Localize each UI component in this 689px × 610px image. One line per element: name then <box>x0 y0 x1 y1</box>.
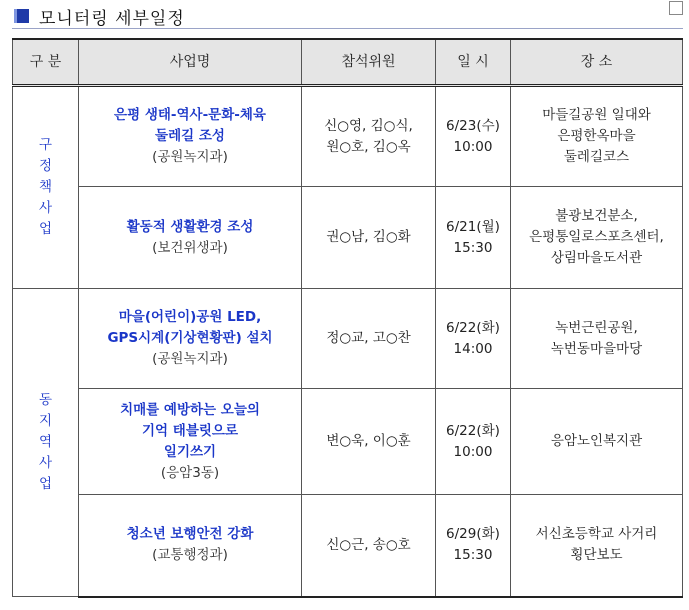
project-department: (보건위생과) <box>152 239 228 256</box>
header-category: 구 분 <box>13 39 79 86</box>
date: 6/21(월) <box>446 218 500 235</box>
place-cell: 서신초등학교 사거리 횡단보도 <box>511 495 683 597</box>
table-row <box>13 187 683 289</box>
category-cell-district-policy: 구 정 책 사 업 <box>13 86 79 289</box>
datetime-cell <box>436 289 511 389</box>
project-cell <box>79 289 302 389</box>
page-title: 모니터링 세부일정 <box>39 8 185 29</box>
time: 15:30 <box>453 547 493 564</box>
header-attendees: 참석위원 <box>302 39 436 86</box>
datetime-cell <box>436 86 511 187</box>
datetime-cell <box>436 389 511 495</box>
attendees-cell: 권○남, 김○화 <box>302 187 436 289</box>
project-name: 청소년 보행안전 강화 <box>126 526 254 543</box>
title-bar <box>14 4 185 28</box>
date: 6/22(화) <box>446 319 500 336</box>
project-name: 치매를 예방하는 오늘의 <box>120 401 260 418</box>
title-divider <box>12 28 683 29</box>
category-cell-neighborhood: 동 지 역 사 업 <box>13 289 79 597</box>
time: 10:00 <box>453 138 493 155</box>
datetime-cell <box>436 187 511 289</box>
table-row <box>13 86 683 187</box>
date: 6/29(화) <box>446 526 500 543</box>
project-name: 활동적 생활환경 조성 <box>126 218 254 235</box>
place-cell: 마들길공원 일대와 은평한옥마을 둘레길코스 <box>511 86 683 187</box>
date: 6/23(수) <box>446 117 500 134</box>
attendees-cell: 변○욱, 이○훈 <box>302 389 436 495</box>
project-cell <box>79 495 302 597</box>
attendees-cell: 신○영, 김○식, 원○호, 김○옥 <box>302 86 436 187</box>
table-row <box>13 495 683 597</box>
header-project: 사업명 <box>79 39 302 86</box>
table-row <box>13 389 683 495</box>
time: 10:00 <box>453 443 493 460</box>
project-department: (공원녹지과) <box>152 351 228 367</box>
attendees-cell: 정○교, 고○찬 <box>302 289 436 389</box>
project-name: 은평 생태-역사-문화-체육 <box>114 107 266 123</box>
project-cell <box>79 187 302 289</box>
attendees-cell: 신○근, 송○호 <box>302 495 436 597</box>
place-cell: 응암노인복지관 <box>511 389 683 495</box>
project-name: 마을(어린이)공원 LED, <box>118 309 262 325</box>
datetime-cell <box>436 495 511 597</box>
table-row <box>13 289 683 389</box>
date: 6/22(화) <box>446 422 500 439</box>
header-datetime: 일 시 <box>436 39 511 86</box>
schedule-table <box>12 38 683 598</box>
project-department: (교통행정과) <box>152 547 228 564</box>
project-name: 둘레길 조성 <box>155 128 225 144</box>
square-bullet-icon <box>14 9 29 23</box>
project-cell <box>79 389 302 495</box>
corner-box <box>669 1 683 15</box>
header-place: 장 소 <box>511 39 683 86</box>
place-cell: 녹번근린공원, 녹번동마을마당 <box>511 289 683 389</box>
header-row <box>13 39 683 86</box>
place-cell: 불광보건분소, 은평통일로스포츠센터, 상림마을도서관 <box>511 187 683 289</box>
project-department: (응암3동) <box>160 464 220 481</box>
time: 15:30 <box>453 239 493 256</box>
project-name: 일기쓰기 <box>163 443 217 460</box>
project-cell <box>79 86 302 187</box>
time: 14:00 <box>453 340 493 357</box>
project-name: 기억 태블릿으로 <box>142 422 238 439</box>
project-department: (공원녹지과) <box>152 149 228 165</box>
project-name: GPS시계(기상현황판) 설치 <box>107 330 273 346</box>
